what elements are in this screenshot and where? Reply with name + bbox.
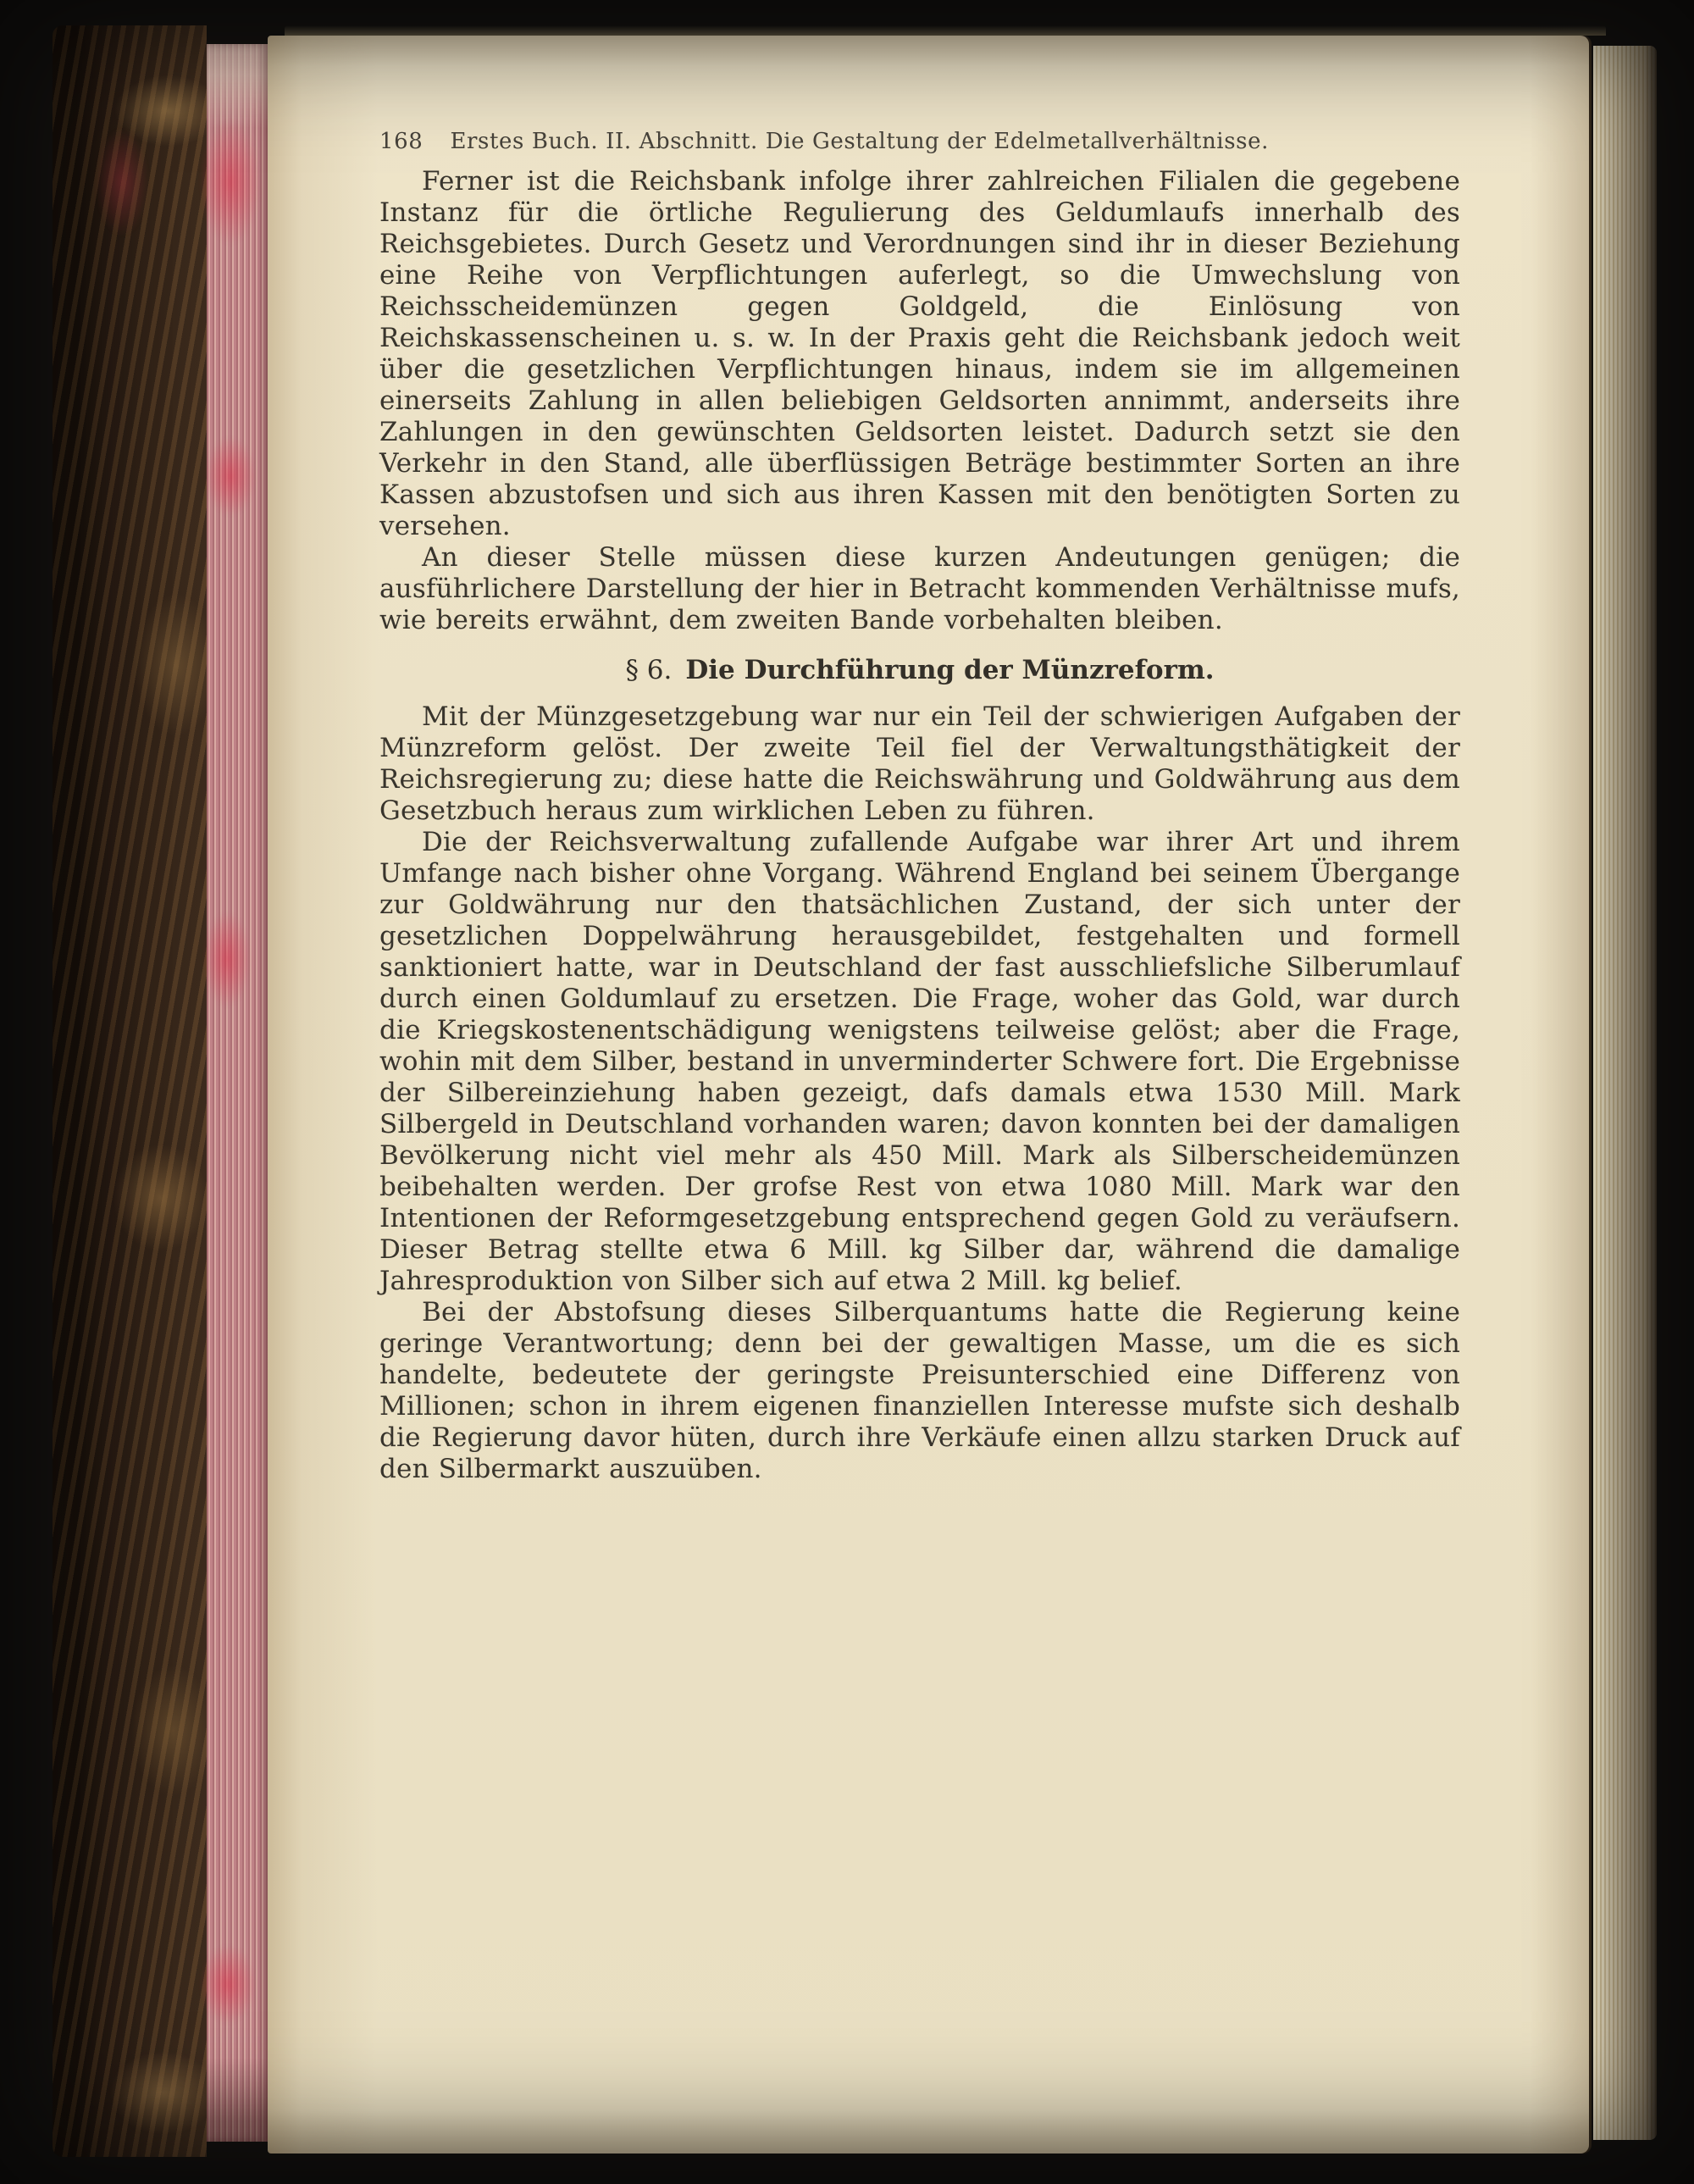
top-page-edges [285,25,1606,36]
book-spine [53,25,207,2157]
paragraph: Mit der Münzgesetzgebung war nur ein Teil der schwierigen Aufgaben der Münzreform gelöst. Der zweite Teil fiel der Verwaltungsthätigkeit der Reichsregierung zu; diese hatte die Reichswährung und Goldwährung aus dem Gesetzbuch heraus zum wirklichen Leben zu führen. [379,701,1460,826]
right-page-edges [1593,46,1657,2140]
paragraph: Ferner ist die Reichsbank infolge ihrer zahlreichen Filialen die gegebene Instanz für die örtliche Regulierung des Geldumlaufs innerhalb des Reichsgebietes. Durch Gesetz und Verordnungen sind ihr in dieser Beziehung eine Reihe von Verpflichtungen auferlegt, so die Umwechslung von Reichsscheidemünzen gegen Goldgeld, die Einlösung von Reichskassenscheinen u. s. w. In der Praxis geht die Reichsbank jedoch weit über die gesetzlichen Verpflichtungen hinaus, indem sie im allgemeinen einerseits Zahlung in allen beliebigen Geldsorten annimmt, anderseits ihre Zahlungen in den gewünschten Geldsorten leistet. Dadurch setzt sie den Verkehr in den Stand, alle überflüssigen Beträge bestimmter Sorten an ihre Kassen abzustofsen und sich aus ihren Kassen mit den benötigten Sorten zu versehen. [379,166,1460,541]
page-number: 168 [379,129,424,154]
section-number: § 6. [625,655,673,685]
book-page [268,36,1589,2154]
section-title: Die Durchführung der Münzreform. [685,655,1215,685]
running-head [379,129,1460,154]
paragraph: Die der Reichsverwaltung zufallende Aufgabe war ihrer Art und ihrem Umfange nach bisher ohne Vorgang. Während England bei seinem Übergange zur Goldwährung nur den thatsächlichen Zustand, der sich unter der gesetzlichen Doppelwährung herausgebildet, festgehalten und formell sanktioniert hatte, war in Deutschland der fast ausschliefsliche Silberumlauf durch einen Goldumlauf zu ersetzen. Die Frage, woher das Gold, war durch die Kriegskostenentschädigung wenigstens teilweise gelöst; aber die Frage, wohin mit dem Silber, bestand in unverminderter Schwere fort. Die Ergebnisse der Silbereinziehung haben gezeigt, dafs damals etwa 1530 Mill. Mark Silbergeld in Deutschland vorhanden waren; davon konnten bei der damaligen Bevölkerung nicht viel mehr als 450 Mill. Mark als Silberscheidemünzen beibehalten werden. Der grofse Rest von etwa 1080 Mill. Mark war den Intentionen der Reformgesetzgebung entsprechend gegen Gold zu veräufsern. Dieser Betrag stellte etwa 6 Mill. kg Silber dar, während die damalige Jahresproduktion von Silber sich auf etwa 2 Mill. kg belief. [379,827,1460,1296]
paragraph: Bei der Abstofsung dieses Silberquantums hatte die Regierung keine geringe Verantwortung; denn bei der gewaltigen Masse, um die es sich handelte, bedeutete der geringste Preisunterschied eine Differenz von Millionen; schon in ihrem eigenen finanziellen Interesse mufste sich deshalb die Regierung davor hüten, durch ihre Verkäufe einen allzu starken Druck auf den Silbermarkt auszuüben. [379,1297,1460,1484]
running-title: Erstes Buch. II. Abschnitt. Die Gestaltung der Edelmetallverhältnisse. [450,129,1269,154]
page-text [379,129,1460,1485]
paragraph: An dieser Stelle müssen diese kurzen Andeutungen genügen; die ausführlichere Darstellung der hier in Betracht kommenden Verhältnisse mufs, wie bereits erwähnt, dem zweiten Bande vorbehalten bleiben. [379,542,1460,635]
section-heading [379,655,1460,686]
left-page-edges [207,44,268,2142]
